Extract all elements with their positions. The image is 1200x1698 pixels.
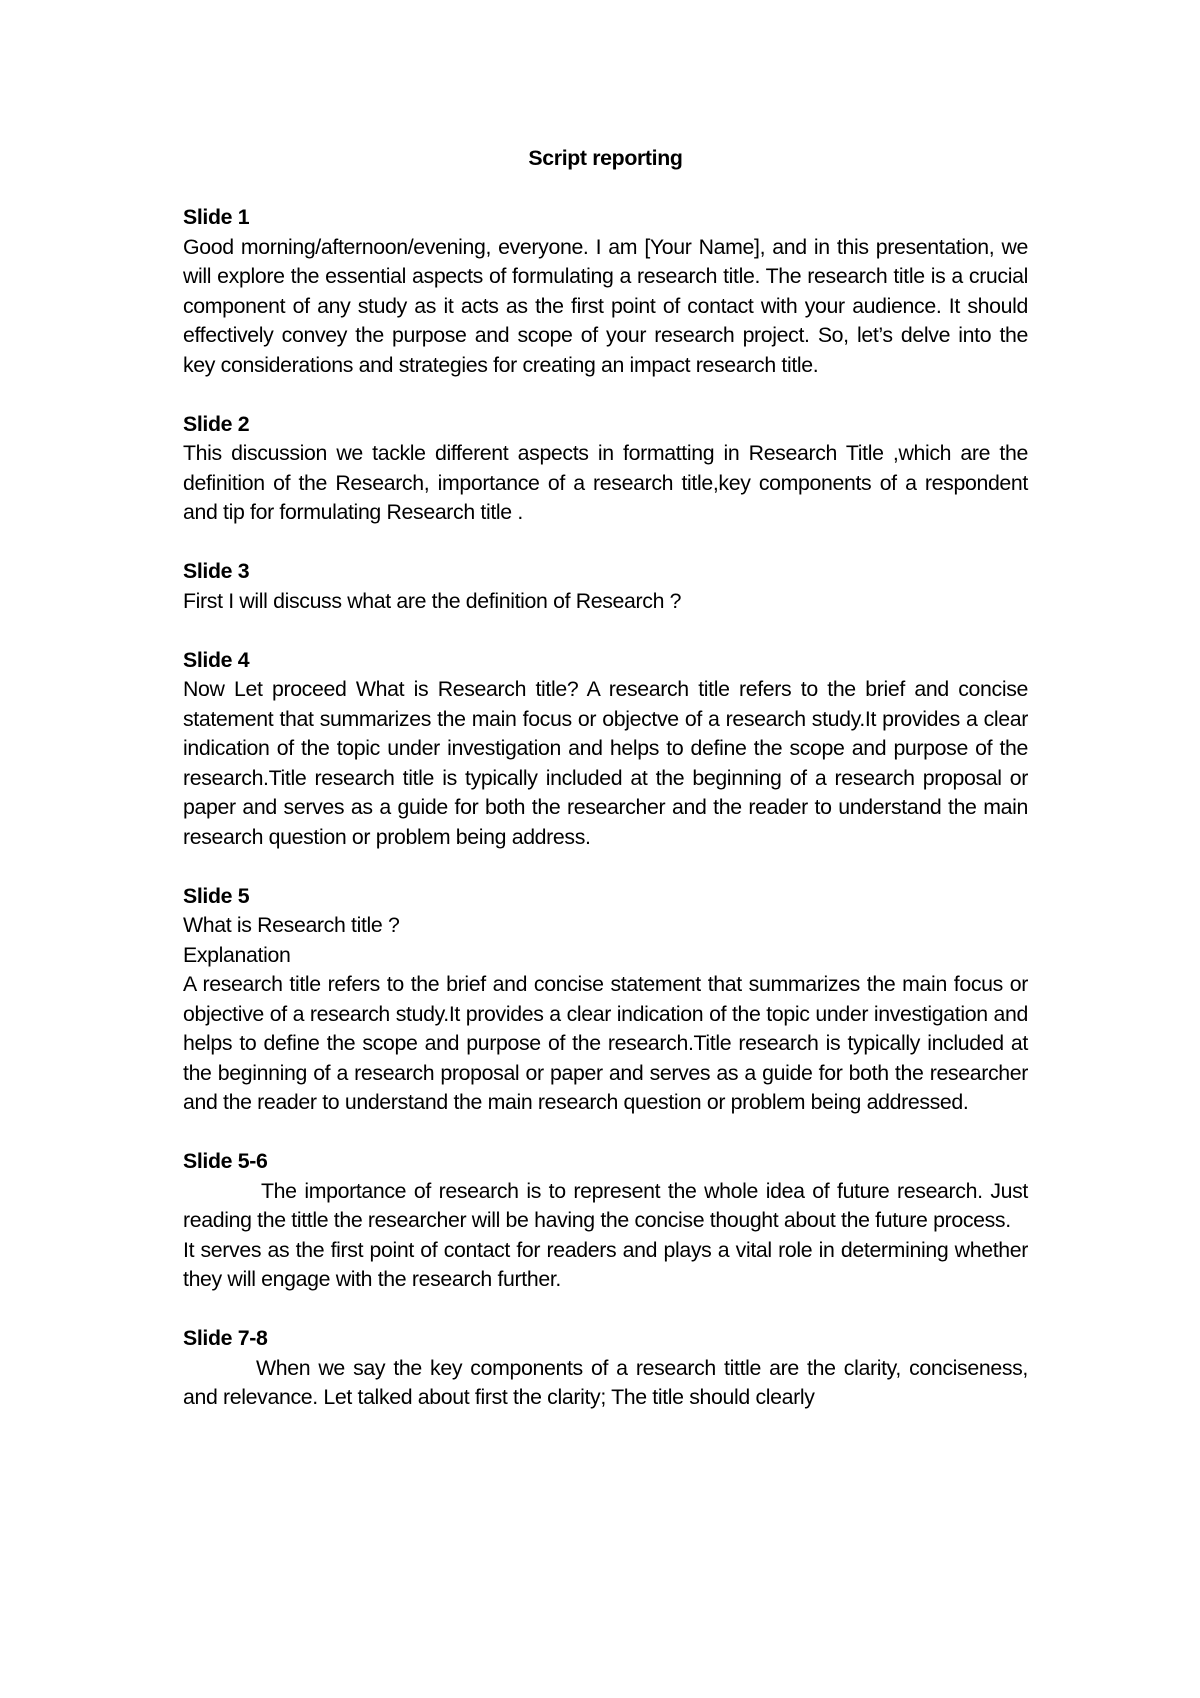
slide-heading: Slide 1 <box>183 205 250 229</box>
slide-paragraph: Good morning/afternoon/evening, everyone. I am [Your Name], and in this presentation, we will explore the essential aspects of formulating a research title. The research title is a crucial component of any study as it acts as the first point of contact with your audience. It should effectively convey the purpose and scope of your research project. So, let’s delve into the key considerations and strategies for creating an impact research title. <box>183 234 1028 377</box>
slide-heading: Slide 2 <box>183 411 250 436</box>
slide-paragraph: The importance of research is to represent the whole idea of future research. Just reading the tittle the researcher will be having the concise thought about the future process. <box>183 1178 1028 1232</box>
slide-5-section <box>183 882 1028 1118</box>
slide-paragraph: A research title refers to the brief and concise statement that summarizes the main focus or objective of a research study.It provides a clear indication of the topic under investigation and helps to define the scope and purpose of the research.Title research is typically included at the beginning of a research proposal or paper and serves as a guide for both the researcher and the reader to understand the main research question or problem being addressed. <box>183 972 1028 1114</box>
slide-2-section <box>183 410 1028 528</box>
slide-3-section <box>183 557 1028 616</box>
slide-heading: Slide 3 <box>183 559 250 583</box>
slide-5-6-section <box>183 1147 1028 1295</box>
slide-line: What is Research title ? <box>183 913 400 937</box>
slide-heading: Slide 4 <box>183 647 250 672</box>
slide-heading: Slide 5-6 <box>183 1149 268 1173</box>
slide-paragraph: First I will discuss what are the definition of Research ? <box>183 588 682 613</box>
slide-paragraph: It serves as the first point of contact for readers and plays a vital role in determining whether they will engage with the research further. <box>183 1237 1028 1291</box>
slide-paragraph: When we say the key components of a research tittle are the clarity, conciseness, and relevance. Let talked about first the clarity; The title should clearly <box>183 1355 1028 1409</box>
slide-paragraph: Now Let proceed What is Research title? A research title refers to the brief and concise statement that summarizes the main focus or objectve of a research study.It provides a clear indication of the topic under investigation and helps to define the scope and purpose of the research.Title research title is typically included at the beginning of a research proposal or paper and serves as a guide for both the researcher and the reader to understand the main research question or problem being address. <box>183 677 1028 849</box>
slide-4-section <box>183 646 1028 853</box>
document-body <box>183 144 1028 1442</box>
slide-7-8-section <box>183 1324 1028 1413</box>
slide-line: Explanation <box>183 942 291 967</box>
document-title: Script reporting <box>528 146 683 170</box>
slide-heading: Slide 7-8 <box>183 1326 268 1350</box>
slide-1-section <box>183 203 1028 380</box>
slide-heading: Slide 5 <box>183 883 250 908</box>
slide-paragraph: This discussion we tackle different aspects in formatting in Research Title ,which are the definition of the Research, importance of a research title,key components of a respondent and tip for formulating Research title . <box>183 441 1028 524</box>
